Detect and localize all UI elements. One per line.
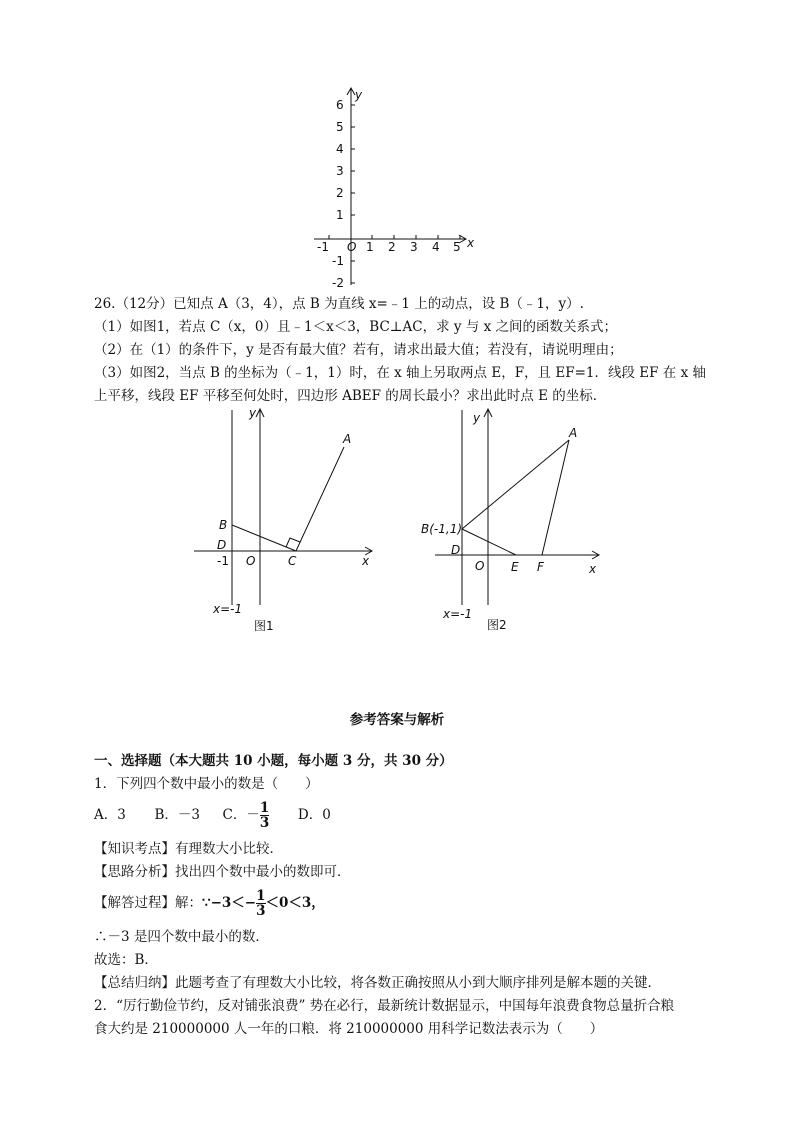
- figure-2: [415, 405, 615, 635]
- q1-process: 【解答过程】解：∵−3＜− $\frac{1}{3}$ ＜0＜3，: [94, 888, 325, 919]
- label-y: y: [249, 406, 257, 420]
- y-tick-label: 2: [336, 186, 344, 200]
- answers-title: 参考答案与解析: [349, 712, 445, 728]
- x-tick-label: 3: [410, 240, 418, 254]
- q1-analysis: 【思路分析】找出四个数中最小的数即可．: [94, 864, 351, 880]
- section-heading: 一、选择题（本大题共 10 小题，每小题 3 分，共 30 分）: [94, 753, 453, 769]
- segment-BE: [462, 529, 516, 555]
- y-tick-label: 1: [336, 208, 344, 222]
- option-d: D．0: [297, 807, 331, 823]
- label-A: A: [569, 426, 578, 440]
- y-axis-label: y: [355, 88, 363, 102]
- x-axis-label: x: [467, 236, 475, 250]
- label-A: A: [343, 432, 352, 446]
- figure-1-caption: 图1: [254, 619, 274, 633]
- label-x-eq-neg1: x=-1: [213, 602, 243, 616]
- label-y: y: [473, 411, 481, 425]
- option-c-fraction: $\frac{1}{3}$: [259, 800, 270, 831]
- label-E: E: [511, 560, 519, 574]
- x-tick-label: 1: [366, 240, 374, 254]
- x-tick-label: 5: [453, 240, 461, 254]
- label-O: O: [475, 559, 485, 573]
- figure-2-caption: 图2: [487, 618, 507, 632]
- x-tick-label: 4: [432, 240, 440, 254]
- q26-stem: 26.（12分）已知点 A（3，4），点 B 为直线 x=﹣1 上的动点，设 B（﹣1，y）.: [94, 296, 584, 312]
- segment-BA: [462, 440, 569, 529]
- q26-part2: （2）在（1）的条件下，y 是否有最大值？若有，请求出最大值；若没有，请说明理由；: [94, 342, 623, 358]
- y-tick-label: -2: [332, 276, 344, 290]
- q1-stem: 1．下列四个数中最小的数是（ ）: [94, 776, 319, 792]
- q26-part1: （1）如图1，若点 C（x，0）且﹣1＜x＜3，BC⊥AC，求 y 与 x 之间的函数关系式；: [94, 319, 617, 335]
- label-neg1: -1: [217, 554, 229, 568]
- label-D: D: [451, 543, 461, 557]
- coordinate-plane-figure: [310, 85, 480, 290]
- y-tick-label: 4: [336, 142, 344, 156]
- q1-summary: 【总结归纳】此题考查了有理数大小比较，将各数正确按照从小到大顺序排列是解本题的关键．: [94, 975, 661, 991]
- y-tick-label: -1: [332, 254, 344, 268]
- segment-AC: [296, 447, 344, 551]
- label-B: B(-1,1): [421, 522, 463, 536]
- q1-knowledge: 【知识考点】有理数大小比较．: [94, 841, 283, 857]
- process-fraction: $\frac{1}{3}$: [256, 888, 266, 919]
- figure-1: [190, 405, 380, 640]
- label-x: x: [589, 562, 597, 576]
- y-tick-label: 5: [336, 120, 344, 134]
- q2-stem: 2．“厉行勤俭节约，反对铺张浪费” 势在必行，最新统计数据显示，中国每年浪费食物总量折合粮: [94, 998, 675, 1014]
- q1-options: [94, 800, 331, 830]
- label-O: O: [246, 554, 256, 568]
- option-b: B．－3: [154, 807, 200, 823]
- x-tick-label: -1: [317, 240, 329, 254]
- q1-conclusion: ∴－3 是四个数中最小的数．: [94, 929, 269, 945]
- label-x: x: [362, 554, 370, 568]
- label-C: C: [288, 554, 297, 568]
- option-a: A．3: [94, 807, 126, 823]
- label-B: B: [219, 518, 228, 532]
- q2-stem-cont: 食大约是 210000000 人一年的口粮．将 210000000 用科学记数法表示为（ ）: [94, 1021, 604, 1037]
- q26-part3: （3）如图2，当点 B 的坐标为（﹣1，1）时，在 x 轴上另取两点 E，F，且 EF=1．线段 EF 在 x 轴: [94, 365, 706, 381]
- origin-label: O: [347, 240, 357, 254]
- y-tick-label: 3: [336, 164, 344, 178]
- label-D: D: [217, 538, 227, 552]
- q26-part3-cont: 上平移，线段 EF 平移至何处时，四边形 ABEF 的周长最小？求出此时点 E 的坐标．: [94, 388, 607, 404]
- right-angle-mark: [286, 538, 300, 547]
- y-tick-label: 6: [336, 98, 344, 112]
- label-x-eq-neg1: x=-1: [443, 607, 473, 621]
- label-F: F: [537, 560, 544, 574]
- segment-AF: [542, 440, 569, 555]
- x-tick-label: 2: [388, 240, 396, 254]
- option-c: C．－: [222, 807, 260, 823]
- q1-choice: 故选：B．: [94, 952, 158, 968]
